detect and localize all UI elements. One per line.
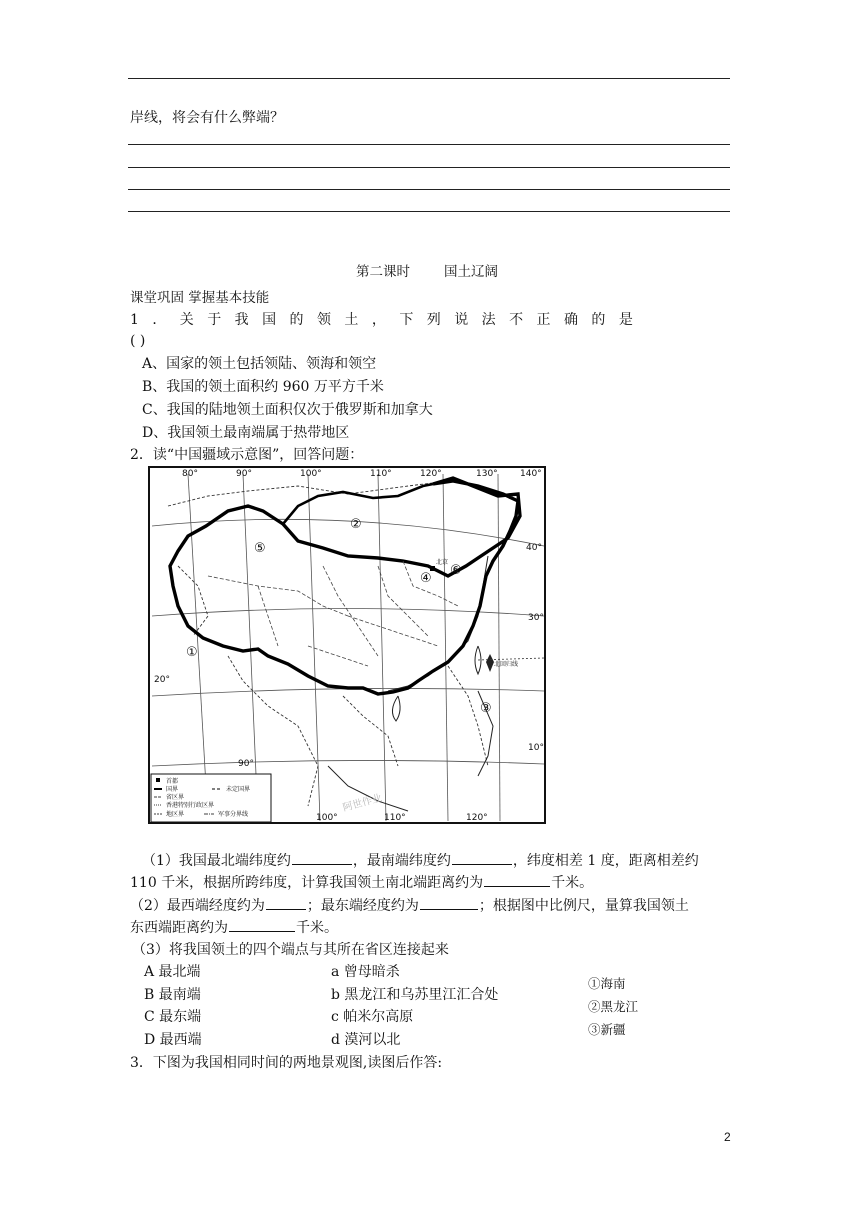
q1-option-c: C、我国的陆地领土面积仅次于俄罗斯和加拿大 (142, 402, 433, 418)
legend-capital: 首都 (166, 778, 179, 785)
marker-2: ② (350, 517, 362, 532)
q1-stem (130, 310, 730, 330)
lon-bottom-110: 110° (384, 813, 406, 823)
q2-sub1-part-d: 110 千米，根据所跨纬度，计算我国领土南北端距离约为 (130, 875, 484, 891)
q2-sub2-part-e: 千米。 (296, 920, 338, 936)
answer-line-1 (128, 78, 730, 79)
lon-label-130: 130° (476, 469, 498, 479)
blank-north-lat[interactable] (292, 850, 352, 865)
q2-sub3: （3）将我国领土的四个端点与其所在省区连接起来 (132, 942, 449, 958)
legend-military: 军事分界线 (218, 811, 249, 818)
q3-text: 3．下图为我国相同时间的两地景观图,读图后作答: (130, 1055, 443, 1071)
mid-col-2: b 黑龙江和乌苏里江汇合处 (331, 987, 499, 1003)
marker-3: ③ (480, 701, 492, 716)
left-col-2: B 最南端 (144, 987, 201, 1003)
lat-label-30: 30° (528, 613, 544, 623)
blank-ns-distance[interactable] (484, 872, 550, 887)
answer-line-5 (128, 211, 730, 212)
blank-east-lon[interactable] (420, 895, 478, 910)
lesson-number: 第二课时 (356, 264, 410, 280)
answer-line-2 (128, 144, 730, 145)
q1-option-d: D、我国领土最南端属于热带地区 (142, 425, 350, 441)
blank-south-lat[interactable] (452, 850, 512, 865)
lesson-title (356, 262, 498, 282)
china-territory-map (148, 466, 546, 824)
map-watermark: 阿世作业 (341, 792, 384, 814)
legend-undetermined: 未定国界 (226, 786, 251, 793)
question-tail-text: 岸线，将会有什么弊端？ (130, 110, 284, 126)
q1-option-b: B、我国的领土面积约 960 万平方千米 (142, 379, 384, 395)
lat-label-20: 20° (154, 675, 170, 685)
answer-line-4 (128, 189, 730, 190)
left-col-3: C 最东端 (144, 1009, 202, 1025)
q2-sub2-part-d: 东西端距离约为 (130, 920, 228, 936)
q1-paren: ( ) (130, 333, 146, 349)
legend-hk: 香港特别行政区界 (166, 802, 215, 809)
lon-label-80: 80° (182, 469, 198, 479)
blank-ew-distance[interactable] (229, 917, 295, 932)
lon-label-140: 140° (520, 469, 542, 479)
marker-1: ① (186, 645, 198, 660)
answer-line-3 (128, 167, 730, 168)
q2-sub1-part-e: 千米。 (551, 875, 594, 891)
map-frame (149, 467, 545, 823)
left-col-1: A 最北端 (144, 964, 201, 980)
q1-stem-text: 关于我国的领土，下列说法不正确的是 (179, 312, 647, 328)
q2-sub1-line1 (142, 850, 699, 871)
tropic-label: 北回归线 (494, 661, 519, 668)
capital-label: 北京 (436, 559, 449, 566)
legend-national: 国界 (166, 786, 179, 793)
blank-west-lon[interactable] (266, 895, 306, 910)
q2-sub1-part-a: （1）我国最北端纬度约 (142, 853, 291, 869)
lesson-name: 国土辽阔 (444, 264, 498, 280)
lon-bottom-120: 120° (466, 813, 488, 823)
q2-sub2-line1 (130, 895, 689, 916)
legend-province: 省区界 (166, 794, 185, 801)
lon-bottom-100: 100° (316, 813, 338, 823)
lon-label-100: 100° (300, 469, 322, 479)
marker-5: ⑤ (254, 541, 266, 556)
marker-6: ⑥ (450, 563, 462, 578)
lat-label-10: 10° (528, 743, 544, 753)
q2-sub2-part-a: （2）最西端经度约为 (130, 898, 265, 914)
mid-col-4: d 漠河以北 (331, 1032, 401, 1048)
lon-label-90: 90° (236, 469, 252, 479)
lon-label-120: 120° (420, 469, 442, 479)
q2-sub2-part-b: ；最东端经度约为 (306, 898, 419, 914)
mid-col-1: a 曾母暗杀 (331, 964, 400, 980)
q1-option-a: A、国家的领土包括领陆、领海和领空 (142, 356, 377, 372)
right-col-1: ①海南 (588, 976, 626, 991)
legend-region: 地区界 (166, 811, 185, 818)
q2-sub1-part-b: ，最南端纬度约 (352, 853, 451, 869)
q2-sub2-part-c: ；根据图中比例尺，量算我国领土 (478, 898, 689, 914)
map-legend (151, 774, 271, 822)
marker-4: ④ (420, 571, 432, 586)
lon-label-110: 110° (370, 469, 392, 479)
page-number: 2 (724, 1130, 731, 1144)
q1-number: 1． (130, 312, 180, 328)
q2-sub2-line2 (130, 917, 338, 938)
lat-label-40: 40° (526, 543, 542, 553)
right-col-3: ③新疆 (588, 1022, 626, 1037)
lon-bottom-90: 90° (238, 759, 254, 769)
section-heading: 课堂巩固 掌握基本技能 (130, 290, 270, 306)
left-col-4: D 最西端 (144, 1032, 202, 1048)
q2-sub1-part-c: ，纬度相差 1 度，距离相差约 (512, 853, 699, 869)
q2-intro: 2．读“中国疆域示意图”，回答问题： (130, 447, 364, 463)
q2-sub1-line2 (130, 872, 593, 893)
right-col-2: ②黑龙江 (588, 999, 639, 1014)
mid-col-3: c 帕米尔高原 (331, 1009, 414, 1025)
